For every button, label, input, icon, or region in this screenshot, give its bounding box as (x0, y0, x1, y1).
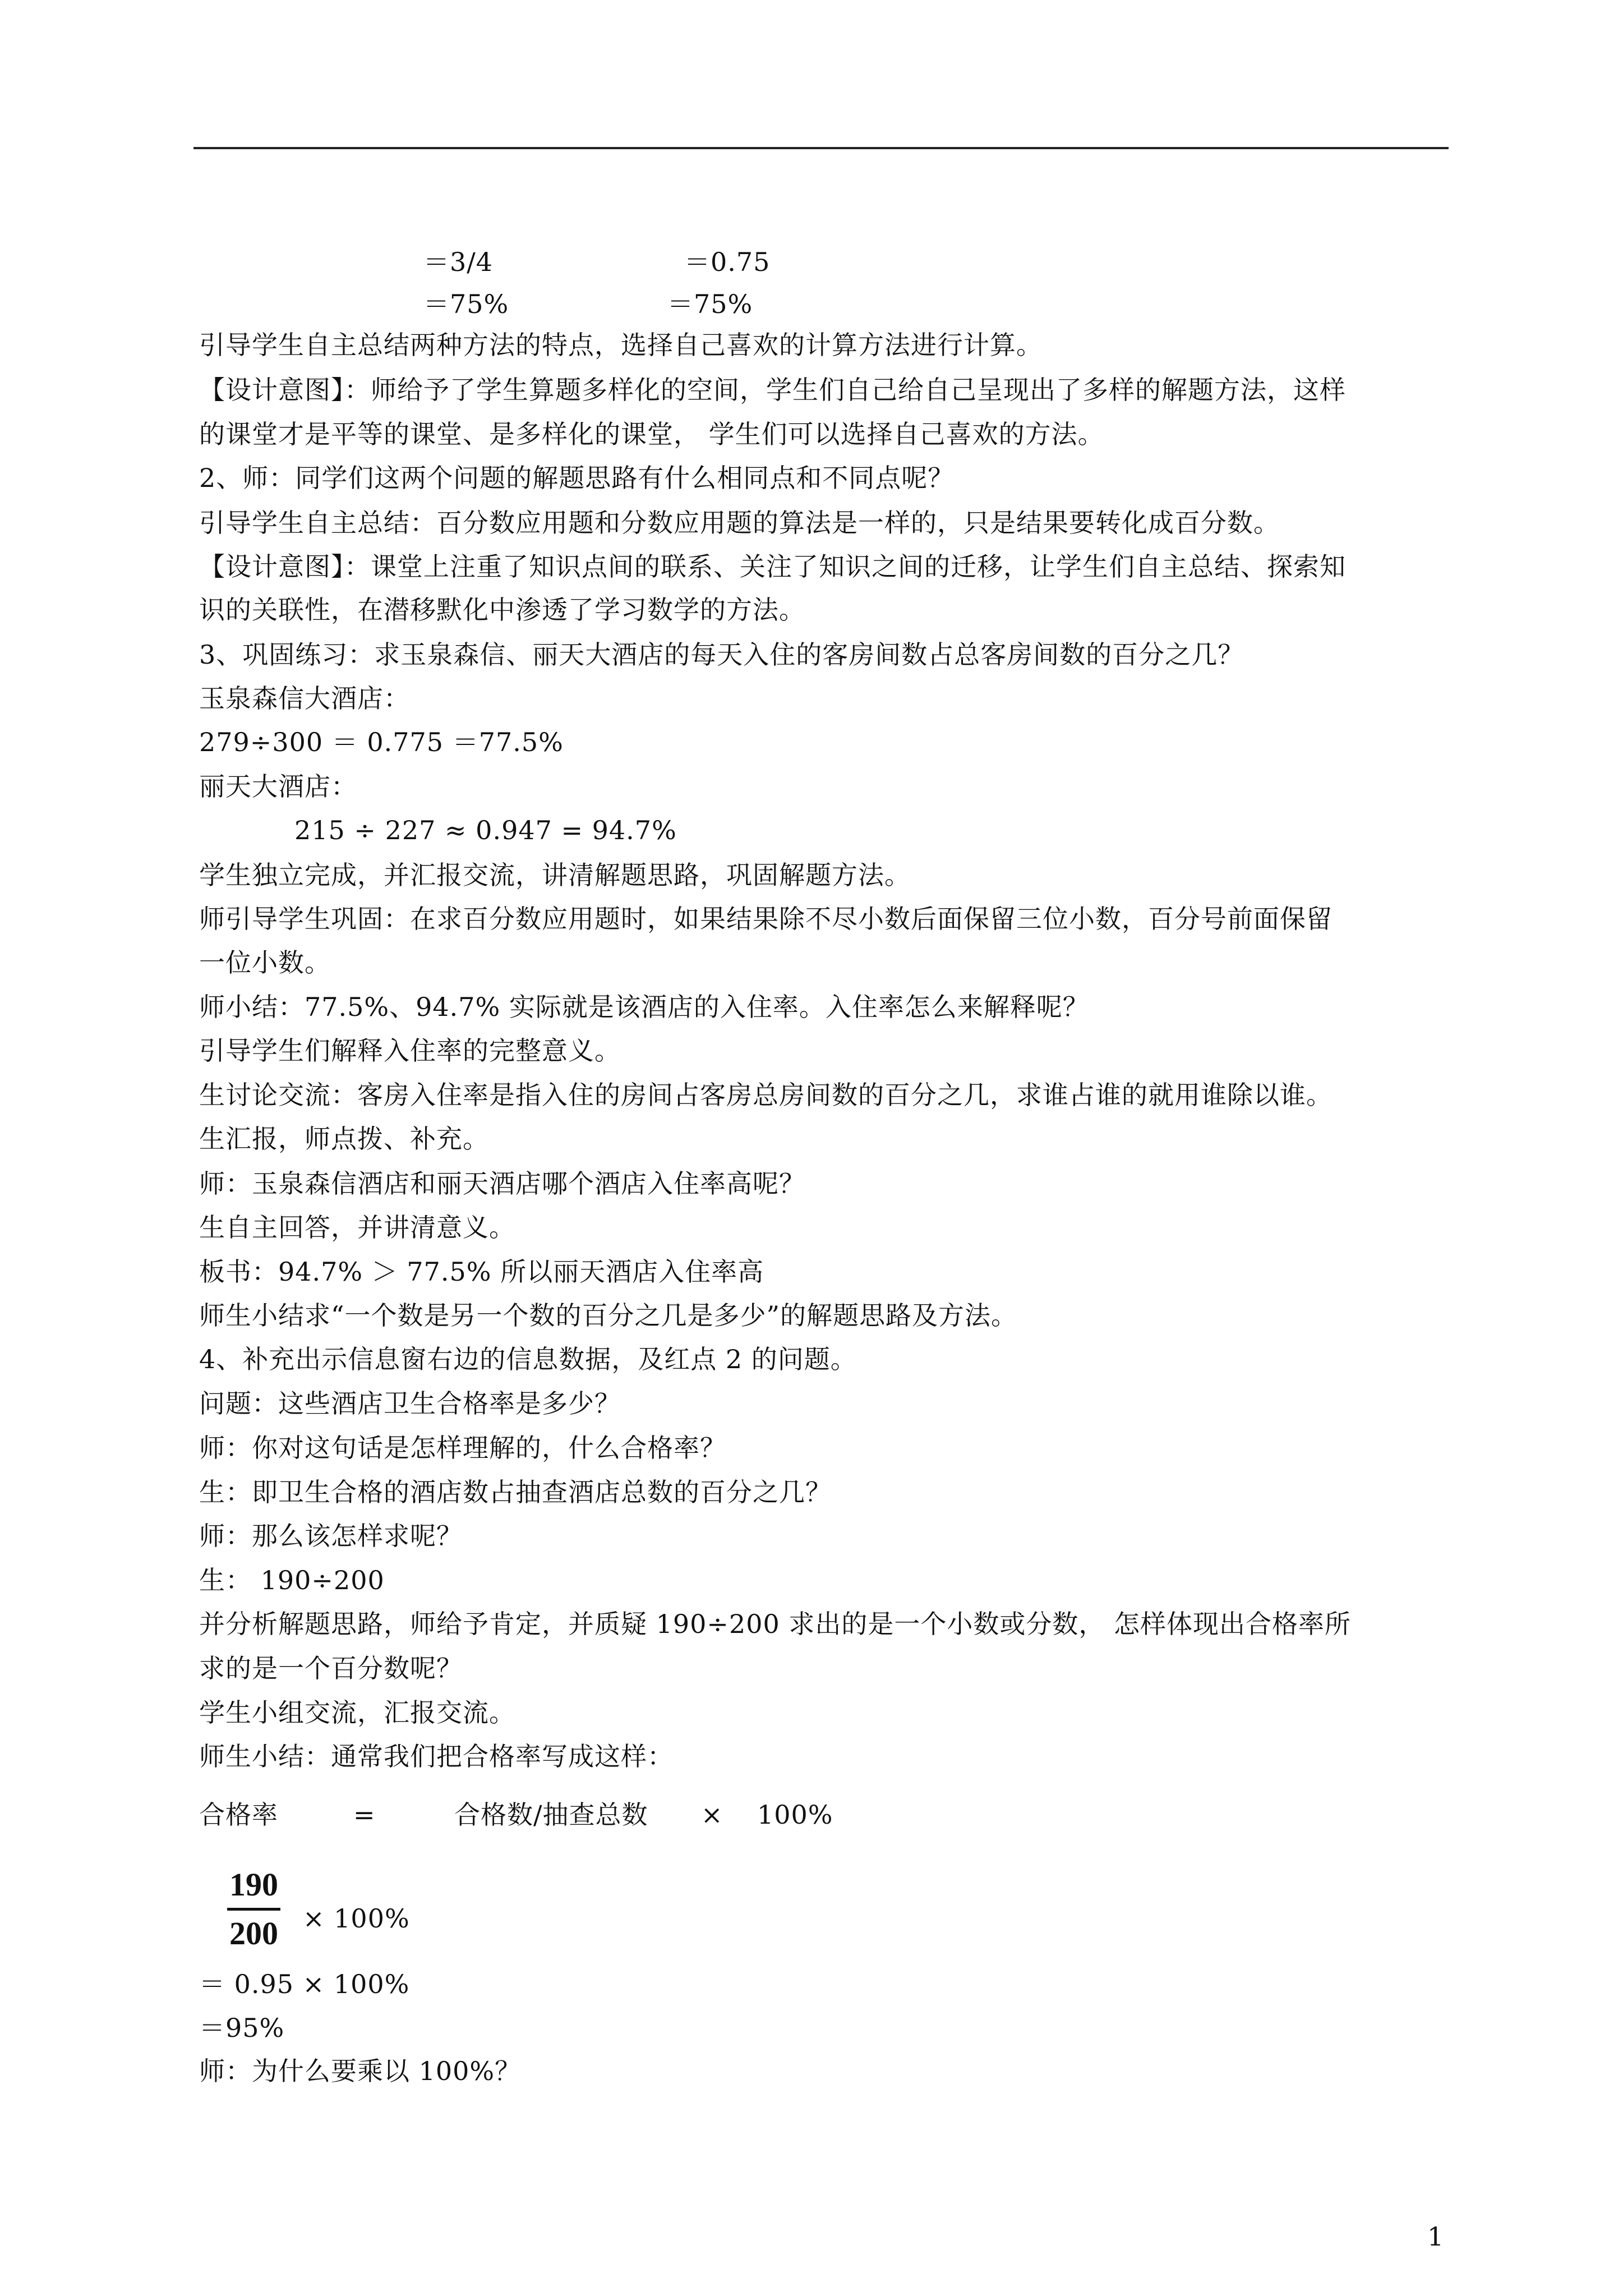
fraction-denominator: 200 (229, 1915, 278, 1952)
text-line: 3、巩固练习：求玉泉森信、丽天大酒店的每天入住的客房间数占总客房间数的百分之几？ (199, 639, 1244, 670)
text-line: 师引导学生巩固：在求百分数应用题时，如果结果除不尽小数后面保留三位小数，百分号前面保留 (199, 904, 1332, 934)
text-line: 师生小结求“一个数是另一个数的百分之几是多少”的解题思路及方法。 (199, 1300, 1018, 1331)
text-line: 【设计意图】：课堂上注重了知识点间的联系、关注了知识之间的迁移，让学生们自主总结、探索知 (199, 551, 1346, 582)
text-line: 生自主回答，并讲清意义。 (199, 1212, 515, 1243)
fraction (227, 1865, 280, 1953)
text-line: 生： 190÷200 (199, 1565, 385, 1595)
text-line: 师：你对这句话是怎样理解的，什么合格率？ (199, 1433, 726, 1463)
text-line: 2、师：同学们这两个问题的解题思路有什么相同点和不同点呢？ (199, 463, 955, 493)
text-line: 生汇报，师点拨、补充。 (199, 1124, 489, 1154)
text-line: 师生小结：通常我们把合格率写成这样： (199, 1741, 674, 1772)
header-rule (193, 147, 1449, 149)
text-line: 生：即卫生合格的酒店数占抽查酒店总数的百分之几？ (199, 1477, 832, 1507)
text-line: 的课堂才是平等的课堂、是多样化的课堂， 学生们可以选择自己喜欢的方法。 (199, 419, 1104, 449)
text-line: × 100% (303, 1903, 410, 1934)
page-number: 1 (1427, 2221, 1444, 2252)
text-line: 师小结：77.5%、94.7% 实际就是该酒店的入住率。入住率怎么来解释呢？ (199, 992, 1089, 1022)
text-line: 师：那么该怎样求呢？ (199, 1521, 463, 1551)
calc-line-2b: ＝75% (667, 289, 753, 319)
text-line: 215 ÷ 227 ≈ 0.947 = 94.7% (294, 815, 677, 845)
text-line: 师：玉泉森信酒店和丽天酒店哪个酒店入住率高呢？ (199, 1168, 805, 1199)
text-line: 引导学生自主总结两种方法的特点，选择自己喜欢的计算方法进行计算。 (199, 330, 1043, 360)
text-line: 玉泉森信大酒店： (199, 683, 410, 714)
fraction-bar (227, 1908, 280, 1911)
text-line: ＝ 0.95 × 100% (199, 1969, 410, 1999)
calc-line-1a: ＝3/4 (423, 247, 494, 277)
text-line: 生讨论交流：客房入住率是指入住的房间占客房总房间数的百分之几，求谁占谁的就用谁除以谁。 (199, 1080, 1332, 1110)
text-line: 丽天大酒店： (199, 771, 357, 802)
text-line: 师：为什么要乘以 100%？ (199, 2056, 522, 2086)
text-line: 4、补充出示信息窗右边的信息数据，及红点 2 的问题。 (199, 1344, 857, 1374)
formula-equals: = (353, 1800, 376, 1830)
text-line: 问题：这些酒店卫生合格率是多少？ (199, 1388, 621, 1419)
text-line: 引导学生自主总结：百分数应用题和分数应用题的算法是一样的，只是结果要转化成百分数。 (199, 508, 1280, 538)
fraction-numerator: 190 (229, 1866, 278, 1903)
text-line: 引导学生们解释入住率的完整意义。 (199, 1036, 621, 1066)
text-line: 【设计意图】：师给予了学生算题多样化的空间，学生们自己给自己呈现出了多样的解题方法，这样 (199, 375, 1346, 405)
text-line: ＝95% (199, 2013, 285, 2043)
text-line: 识的关联性，在潜移默化中渗透了学习数学的方法。 (199, 595, 805, 625)
text-line: 学生独立完成，并汇报交流，讲清解题思路，巩固解题方法。 (199, 860, 911, 890)
calc-line-1b: ＝0.75 (684, 247, 771, 277)
text-line: 板书：94.7% ＞ 77.5% 所以丽天酒店入住率高 (199, 1257, 764, 1287)
text-line: 学生小组交流，汇报交流。 (199, 1697, 515, 1728)
text-line: 279÷300 ＝ 0.775 ＝77.5% (199, 727, 564, 757)
calc-line-2a: ＝75% (423, 289, 509, 319)
formula-times: × (701, 1800, 723, 1830)
text-line: 并分析解题思路，师给予肯定，并质疑 190÷200 求出的是一个小数或分数， 怎样体现出合格率所 (199, 1609, 1352, 1639)
formula-percent: 100% (757, 1800, 833, 1830)
text-line: 求的是一个百分数呢？ (199, 1653, 463, 1683)
formula-fraction-text: 合格数/抽查总数 (454, 1800, 648, 1830)
text-line: 一位小数。 (199, 947, 331, 978)
formula-label: 合格率 (199, 1800, 278, 1830)
